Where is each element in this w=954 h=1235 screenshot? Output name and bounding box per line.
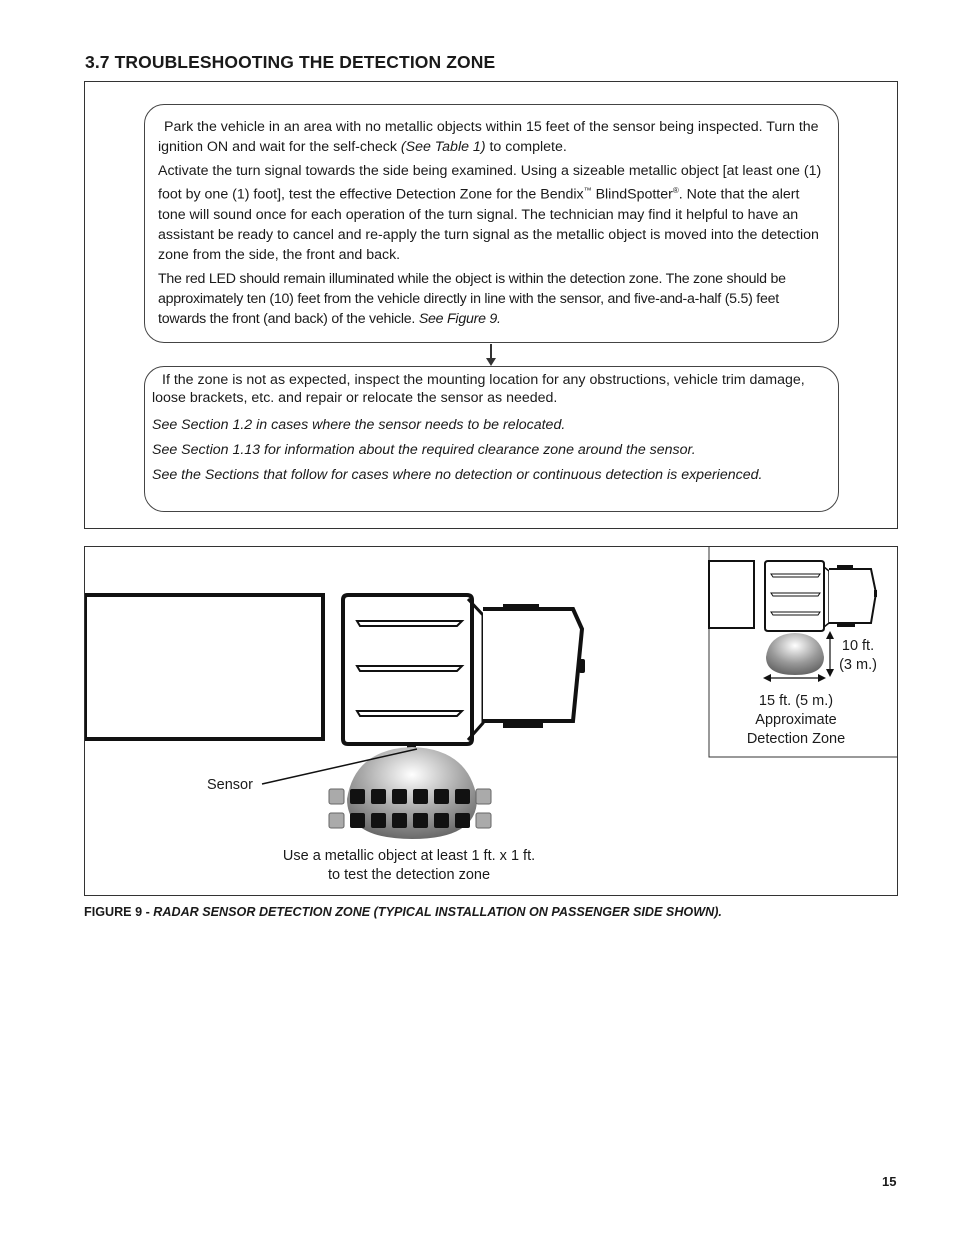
page-number: 15 — [882, 1174, 897, 1189]
inset-trailer — [709, 561, 754, 628]
test-object-label: Use a metallic object at least 1 ft. x 1 ft. to test the detection zone — [282, 848, 536, 883]
truck-hood — [483, 609, 582, 721]
step-2-paragraph-1: If the zone is not as expected, inspect the mounting location for any obstructions, vehicle trim damage, loose brackets, etc. and repair or relocate the sensor as needed. — [152, 372, 805, 406]
step-1-paragraph-1: Park the vehicle in an area with no metallic objects within 15 feet of the sensor being inspected. Turn the ignition ON and wait for the self-check (See Table 1) to complete. — [158, 119, 819, 155]
inset-hood — [829, 569, 876, 623]
truck-top-view — [85, 595, 585, 749]
step-1-paragraph-2: Activate the turn signal towards the side being examined. Using a sizeable metallic object [at least one (1) foot by one (1) foot], test the effective Detection Zone for the Bendix™ BlindSpotter®. Note that the alert tone will sound once for each operation of the turn signal. The technician may find it helpful to have an assistant be ready to cancel and re-apply the turn signal as the metallic object is moved into the detection zone from the side, the front and back. — [158, 163, 822, 263]
figure-9 — [84, 546, 898, 896]
troubleshooting-flowchart — [84, 81, 898, 529]
step-2-sections-note: See the Sections that follow for cases where no detection or continuous detection is experienced. — [152, 467, 763, 483]
step-1-box — [144, 104, 839, 343]
trailer-body — [85, 595, 323, 739]
trademark-mark: ™ — [583, 186, 592, 195]
flow-arrow-head — [486, 358, 496, 366]
table-1-reference: (See Table 1) — [400, 139, 486, 155]
step-2-box — [144, 366, 839, 512]
front-bumper-mark — [579, 659, 585, 673]
sensor-label: Sensor — [207, 777, 253, 793]
section-heading: 3.7 TROUBLESHOOTING THE DETECTION ZONE — [85, 52, 496, 72]
figure-caption: FIGURE 9 - RADAR SENSOR DETECTION ZONE (TYPICAL INSTALLATION ON PASSENGER SIDE SHOWN). — [84, 905, 722, 919]
mirror-bottom — [503, 721, 543, 728]
figure-9-reference: See Figure 9. — [418, 310, 501, 327]
step-2-clearance-note: See Section 1.13 for information about the required clearance zone around the sensor. — [152, 442, 696, 458]
detection-zone-label: 15 ft. (5 m.) Approximate Detection Zone — [746, 693, 846, 747]
registered-mark: ® — [672, 186, 679, 195]
mirror-top — [503, 604, 539, 610]
flow-arrow-line — [490, 344, 492, 358]
step-1-paragraph-3: The red LED should remain illuminated while the object is within the detection zone. The zone should be approximately ten (10) feet from the vehicle directly in line with the sensor, and five-and-a-half (5.5) feet towards the front (and back) of the vehicle. See Figure 9. — [158, 270, 786, 327]
depth-label: 10 ft. (3 m.) — [839, 638, 877, 673]
step-2-relocation-note: See Section 1.2 in cases where the sensor needs to be relocated. — [152, 417, 566, 433]
